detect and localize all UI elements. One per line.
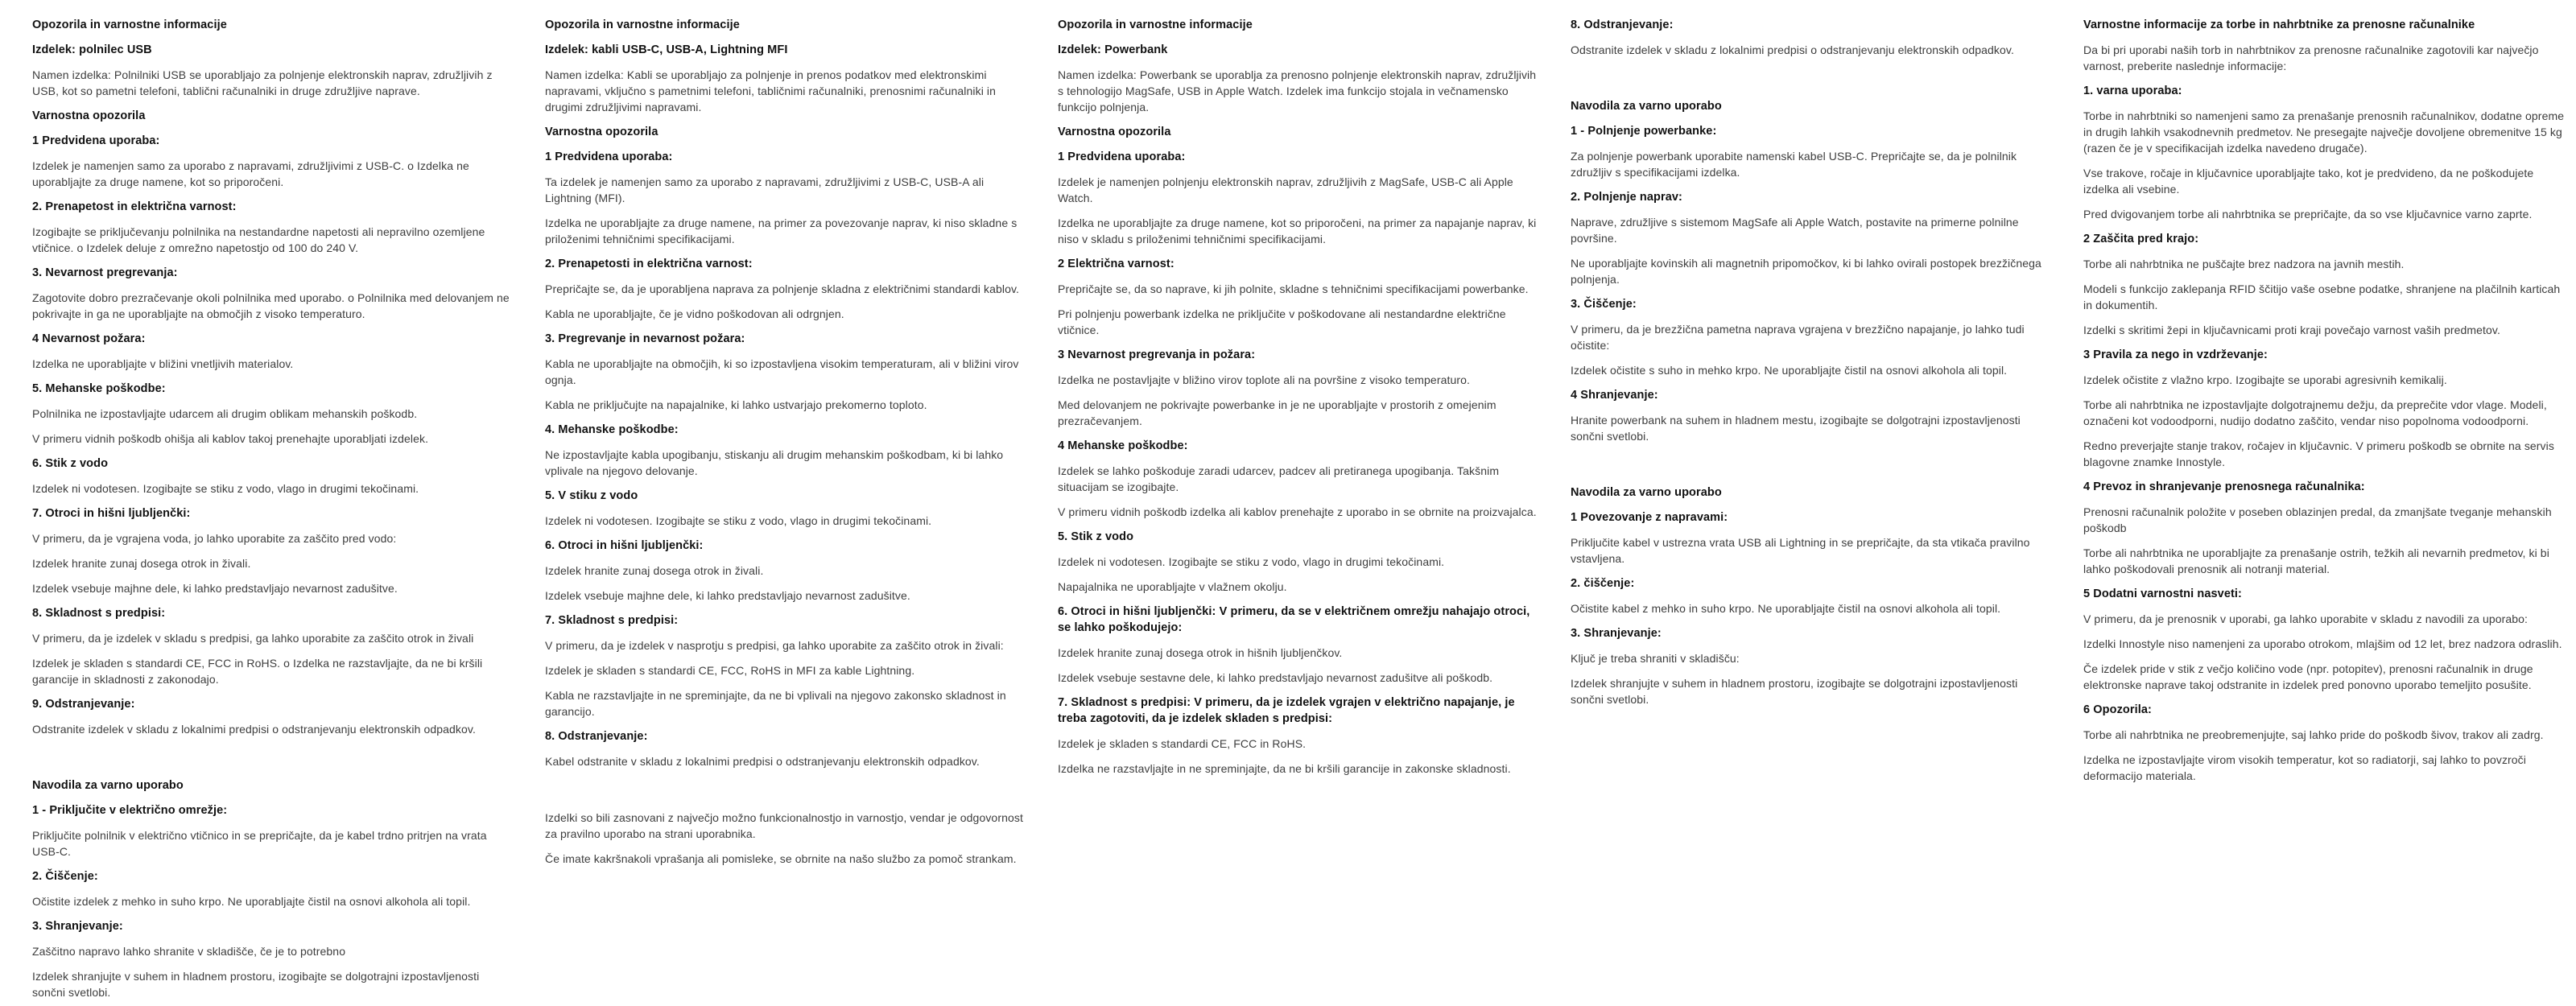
section-spacer [545, 778, 1028, 801]
paragraph: Kabla ne uporabljajte, če je vidno poškodovan ali odrgnjen. [545, 307, 844, 320]
section-heading: 2. Čiščenje: [32, 870, 98, 883]
paragraph: Pri polnjenju powerbank izdelka ne priključite v poškodovane ali nestandardne električne vtičnice. [1058, 307, 1506, 336]
paragraph: V primeru, da je vgrajena voda, jo lahko uporabite za zaščito pred vodo: [32, 532, 397, 545]
section-spacer [1571, 453, 2054, 476]
paragraph: Kabla ne razstavljajte in ne spreminjajte, da ne bi vplivali na njegovo zakonsko skladnost in garancijo. [545, 689, 1006, 718]
section-heading: 7. Skladnost s predpisi: [545, 614, 679, 627]
paragraph: Za polnjenje powerbank uporabite namenski kabel USB-C. Prepričajte se, da je polnilnik združljiv s specifikacijami izdelka. [1571, 150, 2017, 179]
paragraph: Namen izdelka: Polnilniki USB se uporabljajo za polnjenje elektronskih naprav, združljivih z USB, kot so pametni telefoni, tablični računalniki in druge združljive naprave. [32, 68, 493, 97]
section-heading: 4 Shranjevanje: [1571, 389, 1658, 402]
paragraph: Polnilnika ne izpostavljajte udarcem ali drugim oblikam mehanskih poškodb. [32, 407, 418, 420]
section-heading: 3 Nevarnost pregrevanja in požara: [1058, 348, 1256, 361]
section-heading: Varnostna opozorila [545, 126, 658, 138]
section-heading: Varnostna opozorila [32, 109, 146, 122]
section-heading: 1 Predvidena uporaba: [1058, 150, 1186, 163]
section-heading: 5 Dodatni varnostni nasveti: [2083, 588, 2242, 600]
section-heading: 3. Nevarnost pregrevanja: [32, 266, 178, 279]
paragraph: Prepričajte se, da je uporabljena naprava za polnjenje skladna z električnimi standardi kablov. [545, 282, 1020, 295]
section-heading: 4. Mehanske poškodbe: [545, 423, 679, 436]
section-heading: 6. Otroci in hišni ljubljenčki: [545, 539, 704, 552]
section-heading: 5. Mehanske poškodbe: [32, 382, 166, 395]
paragraph: Prepričajte se, da so naprave, ki jih polnite, skladne s tehničnimi specifikacijami powerbanke. [1058, 282, 1529, 295]
paragraph: Odstranite izdelek v skladu z lokalnimi predpisi o odstranjevanju elektronskih odpadkov. [1571, 43, 2014, 56]
section-heading: 5. V stiku z vodo [545, 489, 638, 502]
paragraph: Očistite kabel z mehko in suho krpo. Ne uporabljajte čistil na osnovi alkohola ali topil. [1571, 602, 2001, 615]
section-heading: 8. Skladnost s predpisi: [32, 607, 166, 620]
paragraph: Ne uporabljajte kovinskih ali magnetnih pripomočkov, ki bi lahko ovirali postopek brezžičnega polnjenja. [1571, 257, 2041, 286]
paragraph: Vse trakove, ročaje in ključavnice uporabljajte tako, kot je predvideno, da ne poškodujete izdelka ali vsebine. [2083, 167, 2534, 196]
paragraph: Namen izdelka: Powerbank se uporablja za prenosno polnjenje elektronskih naprav, združljivih s tehnologijo MagSafe, USB in Apple Watch. Izdelek ima funkcijo stojala in večnamensko funkcijo polnjenja. [1058, 68, 1537, 113]
section-heading: 6 Opozorila: [2083, 703, 2152, 716]
column-powerbank [1058, 17, 1541, 785]
paragraph: Torbe in nahrbtniki so namenjeni samo za prenašanje prenosnih računalnikov, dodatne opreme in drugih lahkih vsakodnevnih predmetov. Ne presegajte največje dovoljene obremenitve 15 kg (razen če je v specifikacijah izdelka navedeno drugače). [2083, 109, 2565, 155]
paragraph: Izdelek vsebuje majhne dele, ki lahko predstavljajo nevarnost zadušitve. [545, 589, 910, 602]
paragraph: Izdelek je skladen s standardi CE, FCC in RoHS. [1058, 737, 1307, 750]
paragraph: Izdelka ne izpostavljajte virom visokih temperatur, kot so radiatorji, saj lahko to povzroči deformacijo materiala. [2083, 753, 2526, 782]
paragraph: Priključite kabel v ustrezna vrata USB ali Lightning in se prepričajte, da sta vtikača pravilno vstavljena. [1571, 536, 2030, 565]
section-heading: Navodila za varno uporabo [32, 779, 184, 792]
paragraph: Izdelek vsebuje sestavne dele, ki lahko predstavljajo nevarnost zadušitve ali poškodb. [1058, 671, 1493, 684]
column-usb-charger [32, 17, 515, 1006]
section-heading: 7. Skladnost s predpisi: V primeru, da je izdelek vgrajen v električno napajanje, je treba zagotoviti, da je izdelek skladen s predpisi: [1058, 696, 1515, 725]
section-heading: Izdelek: polnilec USB [32, 43, 152, 56]
paragraph: Zaščitno napravo lahko shranite v skladišče, če je to potrebno [32, 945, 346, 958]
paragraph: Napajalnika ne uporabljajte v vlažnem okolju. [1058, 580, 1287, 593]
section-heading: 4 Prevoz in shranjevanje prenosnega računalnika: [2083, 480, 2365, 493]
paragraph: Izdelek shranjujte v suhem in hladnem prostoru, izogibajte se dolgotrajni izpostavljenosti sončni svetlobi. [1571, 677, 2018, 706]
paragraph: Izdelek ni vodotesen. Izogibajte se stiku z vodo, vlago in drugimi tekočinami. [32, 482, 419, 495]
paragraph: Izdelek je skladen s standardi CE, FCC in RoHS. o Izdelka ne razstavljajte, da ne bi kršili garancije in skladnosti z zakonodajo. [32, 657, 483, 686]
section-heading: Opozorila in varnostne informacije [1058, 19, 1253, 31]
paragraph: Kabla ne uporabljajte na območjih, ki so izpostavljena visokim temperaturam, ali v bližini virov ognja. [545, 357, 1019, 386]
paragraph: Če izdelek pride v stik z večjo količino vode (npr. potopitev), prenosni računalnik in druge elektronske naprave takoj odstranite in izdelek pred ponovno uporabo temeljito posušite. [2083, 662, 2533, 691]
paragraph: Izdelek je namenjen polnjenju elektronskih naprav, združljivih z MagSafe, USB-C ali Apple Watch. [1058, 175, 1513, 204]
paragraph: Ne izpostavljajte kabla upogibanju, stiskanju ali drugim mehanskim poškodbam, ki bi lahko vplivale na njegovo delovanje. [545, 448, 1004, 477]
paragraph: Izdelka ne uporabljajte v bližini vnetljivih materialov. [32, 357, 294, 370]
section-heading: 2. Prenapetost in električna varnost: [32, 200, 237, 213]
paragraph: Izogibajte se priključevanju polnilnika na nestandardne napetosti ali nepravilno ozemljene vtičnice. o Izdelek deluje z omrežno napetostjo od 100 do 240 V. [32, 225, 485, 254]
paragraph: Izdelek se lahko poškoduje zaradi udarcev, padcev ali pretiranega upogibanja. Takšnim situacijam se izogibajte. [1058, 464, 1500, 493]
section-heading: 3. Shranjevanje: [1571, 627, 1662, 640]
section-heading: 1 - Priključite v električno omrežje: [32, 804, 228, 817]
section-heading: 1 - Polnjenje powerbanke: [1571, 125, 1717, 138]
section-heading: 1 Predvidena uporaba: [545, 150, 673, 163]
section-heading: Opozorila in varnostne informacije [32, 19, 227, 31]
section-heading: 2. čiščenje: [1571, 577, 1635, 590]
paragraph: Redno preverjajte stanje trakov, ročajev in ključavnic. V primeru poškodb se obrnite na servis blagovne znamke Innostyle. [2083, 439, 2554, 468]
paragraph: V primeru vidnih poškodb izdelka ali kablov prenehajte z uporabo in se obrnite na proizvajalca. [1058, 505, 1537, 518]
section-heading: 4 Mehanske poškodbe: [1058, 439, 1188, 452]
paragraph: Če imate kakršnakoli vprašanja ali pomisleke, se obrnite na našo službo za pomoč strankam. [545, 852, 1017, 865]
paragraph: Priključite polnilnik v električno vtičnico in se prepričajte, da je kabel trdno pritrjen na vrata USB-C. [32, 829, 487, 858]
paragraph: Izdelki so bili zasnovani z največjo možno funkcionalnostjo in varnostjo, vendar je odgovornost za pravilno uporabo na strani uporabnika. [545, 811, 1023, 840]
section-heading: 8. Odstranjevanje: [545, 730, 648, 743]
paragraph: Namen izdelka: Kabli se uporabljajo za polnjenje in prenos podatkov med elektronskimi napravami, vključno s pametnimi telefoni, tabličnimi računalniki, prenosnimi računalniki in drugimi združljivimi napravami. [545, 68, 997, 113]
paragraph: Izdelek očistite z vlažno krpo. Izogibajte se uporabi agresivnih kemikalij. [2083, 373, 2447, 386]
paragraph: Torbe ali nahrbtnika ne uporabljajte za prenašanje ostrih, težkih ali nevarnih predmetov, ki bi lahko poškodovali prenosnik ali notranji material. [2083, 546, 2549, 575]
section-heading: 3 Pravila za nego in vzdrževanje: [2083, 348, 2268, 361]
section-heading: 6. Stik z vodo [32, 457, 109, 470]
paragraph: V primeru, da je prenosnik v uporabi, ga lahko uporabite v skladu z navodili za uporabo: [2083, 612, 2529, 625]
section-heading: 6. Otroci in hišni ljubljenčki: V primeru, da se v električnem omrežju nahajajo otroci, se lahko poškodujejo: [1058, 605, 1530, 634]
paragraph: Naprave, združljive s sistemom MagSafe ali Apple Watch, postavite na primerne polnilne površine. [1571, 216, 2019, 245]
section-heading: Izdelek: Powerbank [1058, 43, 1168, 56]
section-heading: 8. Odstranjevanje: [1571, 19, 1674, 31]
paragraph: Ključ je treba shraniti v skladišču: [1571, 652, 1740, 665]
paragraph: Pred dvigovanjem torbe ali nahrbtnika se prepričajte, da so vse ključavnice varno zaprte. [2083, 208, 2533, 221]
paragraph: Torbe ali nahrbtnika ne izpostavljajte dolgotrajnemu dežju, da preprečite vdor vlage. Modeli, označeni kot vodoodporni, nudijo dodatno zaščito, vendar niso popolnoma vodoodporni. [2083, 398, 2547, 427]
section-heading: 2. Prenapetosti in električna varnost: [545, 258, 753, 270]
section-heading: 1. varna uporaba: [2083, 85, 2182, 97]
paragraph: Izdelka ne uporabljajte za druge namene, kot so priporočeni, na primer za napajanje naprav, ki niso v skladu s priloženimi tehničnimi specifikacijami. [1058, 216, 1537, 245]
section-spacer [32, 746, 515, 769]
section-heading: 5. Stik z vodo [1058, 530, 1134, 543]
section-heading: Navodila za varno uporabo [1571, 100, 1722, 113]
paragraph: Ta izdelek je namenjen samo za uporabo z napravami, združljivimi z USB-C, USB-A ali Lightning (MFI). [545, 175, 985, 204]
paragraph: Odstranite izdelek v skladu z lokalnimi predpisi o odstranjevanju elektronskih odpadkov. [32, 723, 476, 736]
section-heading: 3. Pregrevanje in nevarnost požara: [545, 332, 745, 345]
section-heading: 3. Shranjevanje: [32, 920, 123, 933]
paragraph: Izdelki s skritimi žepi in ključavnicami proti kraji povečajo varnost vaših predmetov. [2083, 324, 2500, 336]
paragraph: Izdelek hranite zunaj dosega otrok in živali. [545, 564, 764, 577]
paragraph: Prenosni računalnik položite v poseben oblazinjen predal, da zmanjšate tveganje mehanskih poškodb [2083, 505, 2552, 534]
section-heading: 4 Nevarnost požara: [32, 332, 146, 345]
paragraph: Izdelek je skladen s standardi CE, FCC, RoHS in MFI za kable Lightning. [545, 664, 915, 677]
paragraph: Izdelek očistite s suho in mehko krpo. Ne uporabljajte čistil na osnovi alkohola ali topil. [1571, 364, 2008, 377]
column-powerbank-usage [1571, 17, 2054, 716]
section-heading: 1 Povezovanje z napravami: [1571, 511, 1728, 524]
paragraph: Kabel odstranite v skladu z lokalnimi predpisi o odstranjevanju elektronskih odpadkov. [545, 755, 980, 768]
paragraph: Izdelka ne postavljajte v bližino virov toplote ali na površine z visoko temperaturo. [1058, 373, 1470, 386]
paragraph: Med delovanjem ne pokrivajte powerbanke in je ne uporabljajte v prostorih z omejenim prezračevanjem. [1058, 398, 1496, 427]
section-heading: Opozorila in varnostne informacije [545, 19, 740, 31]
paragraph: Izdelek ni vodotesen. Izogibajte se stiku z vodo, vlago in drugimi tekočinami. [1058, 555, 1445, 568]
paragraph: V primeru, da je izdelek v nasprotju s predpisi, ga lahko uporabite za zaščito otrok in živali: [545, 639, 1004, 652]
paragraph: Torbe ali nahrbtnika ne preobremenjujte, saj lahko pride do poškodb šivov, trakov ali zadrg. [2083, 728, 2544, 741]
paragraph: Izdelek vsebuje majhne dele, ki lahko predstavljajo nevarnost zadušitve. [32, 582, 398, 595]
paragraph: Izdelek hranite zunaj dosega otrok in hišnih ljubljenčkov. [1058, 646, 1343, 659]
section-heading: 1 Predvidena uporaba: [32, 134, 160, 147]
paragraph: Kabla ne priključujte na napajalnike, ki lahko ustvarjajo prekomerno toploto. [545, 398, 927, 411]
paragraph: Izdelka ne uporabljajte za druge namene, na primer za povezovanje naprav, ki niso skladne s priloženimi tehničnimi specifikacijami. [545, 216, 1018, 245]
paragraph: V primeru, da je brezžična pametna naprava vgrajena v brezžično napajanje, jo lahko tudi očistite: [1571, 323, 2025, 352]
section-heading: 9. Odstranjevanje: [32, 698, 135, 711]
paragraph: Izdelki Innostyle niso namenjeni za uporabo otrokom, mlajšim od 12 let, brez nadzora odraslih. [2083, 637, 2562, 650]
paragraph: Izdelka ne razstavljajte in ne spreminjajte, da ne bi kršili garancije in zakonske skladnosti. [1058, 762, 1511, 775]
column-cables [545, 17, 1028, 876]
paragraph: Izdelek ni vodotesen. Izogibajte se stiku z vodo, vlago in drugimi tekočinami. [545, 514, 932, 527]
paragraph: Izdelek shranjujte v suhem in hladnem prostoru, izogibajte se dolgotrajni izpostavljenosti sončni svetlobi. [32, 970, 480, 999]
paragraph: Zagotovite dobro prezračevanje okoli polnilnika med uporabo. o Polnilnika med delovanjem ne pokrivajte in ga ne uporabljajte na območjih z visoko temperaturo. [32, 291, 510, 320]
paragraph: Modeli s funkcijo zaklepanja RFID ščitijo vaše osebne podatke, shranjene na plačilnih karticah in dokumentih. [2083, 282, 2561, 311]
section-heading: Varnostne informacije za torbe in nahrbtnike za prenosne računalnike [2083, 19, 2475, 31]
section-heading: 3. Čiščenje: [1571, 298, 1637, 311]
paragraph: Izdelek hranite zunaj dosega otrok in živali. [32, 557, 251, 570]
section-heading: 2 Električna varnost: [1058, 258, 1174, 270]
section-heading: Varnostna opozorila [1058, 126, 1171, 138]
paragraph: V primeru vidnih poškodb ohišja ali kablov takoj prenehajte uporabljati izdelek. [32, 432, 429, 445]
paragraph: Izdelek je namenjen samo za uporabo z napravami, združljivimi z USB-C. o Izdelka ne uporabljajte za druge namene, kot so priporočeni. [32, 159, 469, 188]
paragraph: Očistite izdelek z mehko in suho krpo. Ne uporabljajte čistil na osnovi alkohola ali topil. [32, 895, 471, 908]
section-heading: 2. Polnjenje naprav: [1571, 191, 1682, 204]
paragraph: V primeru, da je izdelek v skladu s predpisi, ga lahko uporabite za zaščito otrok in živali [32, 632, 474, 645]
section-heading: Izdelek: kabli USB-C, USB-A, Lightning MFI [545, 43, 788, 56]
section-heading: 7. Otroci in hišni ljubljenčki: [32, 507, 191, 520]
paragraph: Hranite powerbank na suhem in hladnem mestu, izogibajte se dolgotrajni izpostavljenosti sončni svetlobi. [1571, 414, 2021, 443]
section-spacer [1571, 67, 2054, 89]
paragraph: Torbe ali nahrbtnika ne puščajte brez nadzora na javnih mestih. [2083, 258, 2405, 270]
section-heading: 2 Zaščita pred krajo: [2083, 233, 2199, 245]
section-heading: Navodila za varno uporabo [1571, 486, 1722, 499]
paragraph: Da bi pri uporabi naših torb in nahrbtnikov za prenosne računalnike zagotovili kar največjo varnost, preberite naslednje informacije: [2083, 43, 2539, 72]
column-laptop-bags [2083, 17, 2566, 793]
